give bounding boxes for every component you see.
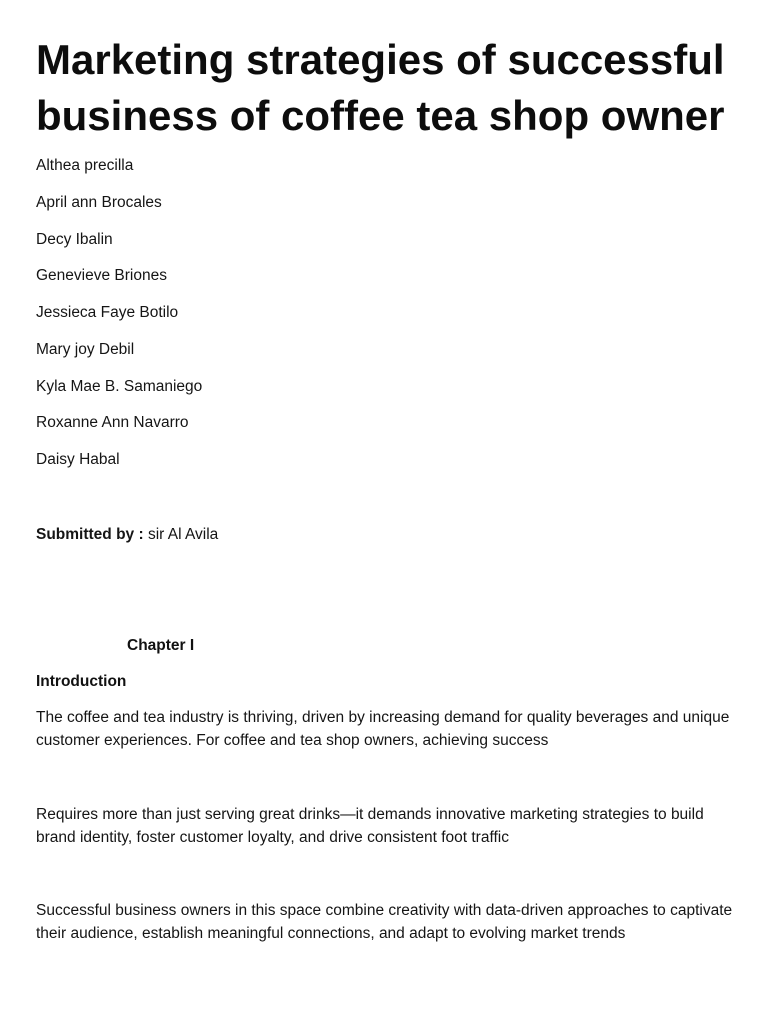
body-paragraph: Requires more than just serving great drinks—it demands innovative marketing strategies to build brand identity, foster customer loyalty, and drive consistent foot traffic	[36, 806, 704, 846]
author-name: Althea precilla	[36, 157, 134, 174]
author-name: Mary joy Debil	[36, 340, 135, 358]
author-name: Genevieve Briones	[36, 267, 167, 285]
document-title: Marketing strategies of successful business of coffee tea shop owner	[36, 36, 725, 139]
author-name: Jessieca Faye Botilo	[36, 304, 179, 321]
author-list	[36, 155, 202, 486]
submitted-by-label: Submitted by :	[36, 526, 144, 543]
submitted-by-value: sir Al Avila	[143, 526, 219, 543]
body-paragraph: The coffee and tea industry is thriving, driven by increasing demand for quality beverages and unique customer experiences. For coffee and tea shop owners, achieving success	[36, 709, 730, 749]
section-heading: Introduction	[36, 673, 127, 690]
submitted-by-line	[36, 524, 218, 546]
chapter-heading: Chapter I	[127, 637, 195, 654]
author-name: Decy Ibalin	[36, 230, 113, 248]
author-name: Kyla Mae B. Samaniego	[36, 377, 203, 395]
author-name: Roxanne Ann Navarro	[36, 414, 189, 432]
author-name: Daisy Habal	[36, 451, 120, 468]
body-paragraph: Successful business owners in this space combine creativity with data-driven approaches to captivate their audience, establish meaningful connections, and adapt to evolving market trends	[36, 902, 733, 942]
author-name: April ann Brocales	[36, 193, 162, 211]
